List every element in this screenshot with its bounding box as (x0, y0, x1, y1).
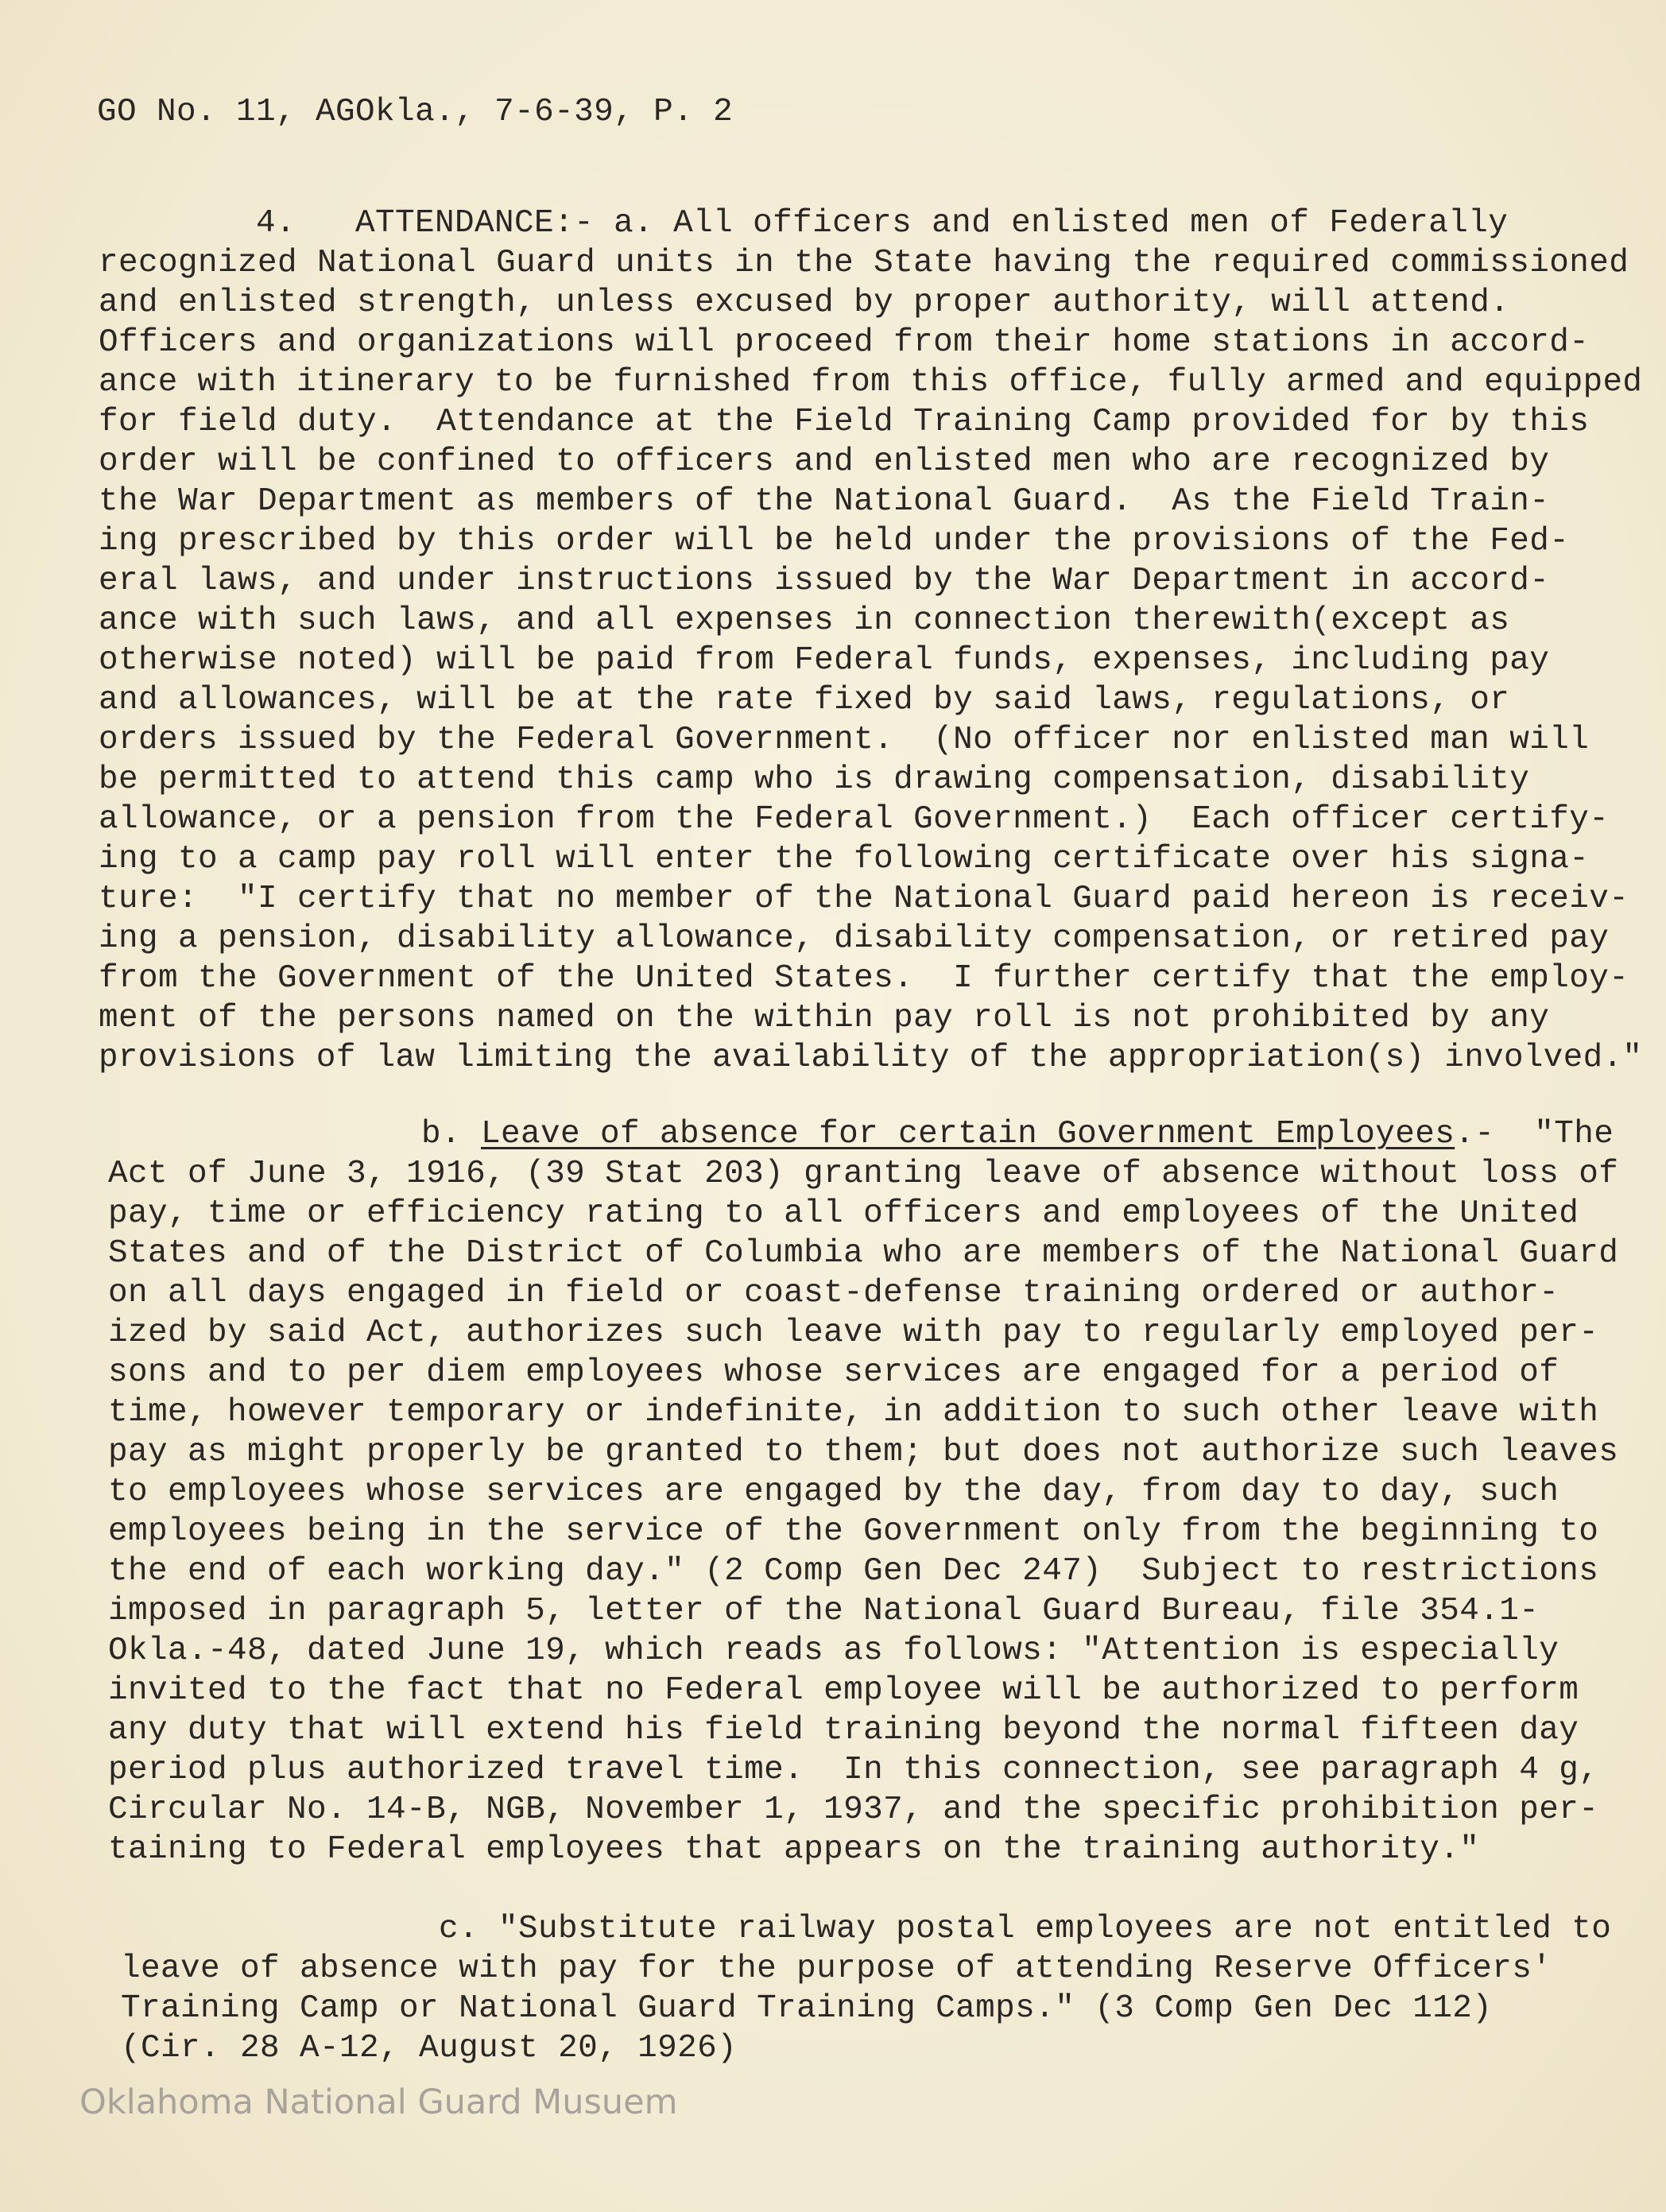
paragraph-b-line: pay as might properly be granted to them; but does not authorize such leaves (108, 1434, 1619, 1470)
paragraph-4-line: ing to a camp pay roll will enter the following certificate over his signa- (99, 841, 1590, 877)
paragraph-b-line: any duty that will extend his field training beyond the normal fifteen day (108, 1712, 1579, 1749)
paragraph-4-line: and allowances, will be at the rate fixed by said laws, regulations, or (99, 682, 1510, 719)
paragraph-b-line: Okla.-48, dated June 19, which reads as follows: "Attention is especially (108, 1633, 1559, 1669)
paragraph-4-line: ment of the persons named on the within pay roll is not prohibited by any (99, 1000, 1550, 1036)
paragraph-4-line: provisions of law limiting the availability of the appropriation(s) involved." (99, 1040, 1643, 1076)
paragraph-4-line: Officers and organizations will proceed from their home stations in accord- (99, 324, 1590, 361)
paragraph-4-line: recognized National Guard units in the State having the required commissioned (99, 245, 1629, 281)
paragraph-b-line: on all days engaged in field or coast-defense training ordered or author- (108, 1275, 1559, 1311)
paragraph-4-line: eral laws, and under instructions issued by the War Department in accord- (99, 563, 1550, 599)
paragraph-b-line: pay, time or efficiency rating to all officers and employees of the United (108, 1195, 1579, 1232)
document-header: GO No. 11, AGOkla., 7-6-39, P. 2 (97, 94, 734, 130)
paragraph-b-line: time, however temporary or indefinite, in addition to such other leave with (108, 1394, 1599, 1431)
paragraph-b-title: Leave of absence for certain Government Employees (481, 1116, 1455, 1152)
paragraph-b-line: States and of the District of Columbia who are members of the National Guard (108, 1235, 1619, 1272)
paragraph-b-line: employees being in the service of the Government only from the beginning to (108, 1513, 1599, 1550)
paragraph-4-line: allowance, or a pension from the Federal Government.) Each officer certify- (99, 801, 1610, 838)
paragraph-b-line: ized by said Act, authorizes such leave with pay to regularly employed per- (108, 1315, 1599, 1351)
paragraph-b-heading (421, 1116, 1614, 1152)
paragraph-b-line: sons and to per diem employees whose services are engaged for a period of (108, 1354, 1559, 1391)
paragraph-4-line: ture: "I certify that no member of the National Guard paid hereon is receiv- (99, 881, 1629, 917)
paragraph-4-line: from the Government of the United States. I further certify that the employ- (99, 960, 1629, 997)
paragraph-4-line: otherwise noted) will be paid from Federal funds, expenses, including pay (99, 642, 1550, 679)
paragraph-4-line: ing prescribed by this order will be held under the provisions of the Fed- (99, 523, 1570, 560)
paragraph-b-line: Circular No. 14-B, NGB, November 1, 1937, and the specific prohibition per- (108, 1792, 1599, 1828)
paragraph-4-line: order will be confined to officers and enlisted men who are recognized by (99, 444, 1550, 480)
museum-watermark: Oklahoma National Guard Musuem (79, 2082, 678, 2122)
paragraph-c-lead-in: c. "Substitute railway postal employees are not entitled to (439, 1911, 1612, 1947)
paragraph-b-label: b. (421, 1116, 482, 1152)
paragraph-b-line: period plus authorized travel time. In this connection, see paragraph 4 g, (108, 1752, 1599, 1788)
paragraph-b-line: the end of each working day." (2 Comp Gen Dec 247) Subject to restrictions (108, 1553, 1599, 1590)
paragraph-b-line: to employees whose services are engaged by the day, from day to day, such (108, 1474, 1559, 1510)
paragraph-4-line: be permitted to attend this camp who is drawing compensation, disability (99, 761, 1530, 798)
paragraph-c-line: leave of absence with pay for the purpose of attending Reserve Officers' (121, 1951, 1552, 1987)
paragraph-b-line: Act of June 3, 1916, (39 Stat 203) granting leave of absence without loss of (108, 1156, 1619, 1192)
paragraph-b-line: taining to Federal employees that appears on the training authority." (108, 1831, 1480, 1868)
paragraph-4-line: for field duty. Attendance at the Field Training Camp provided for by this (99, 404, 1590, 440)
paragraph-4-line: and enlisted strength, unless excused by proper authority, will attend. (99, 285, 1510, 321)
paragraph-c-line: Training Camp or National Guard Training Camps." (3 Comp Gen Dec 112) (121, 1990, 1493, 2027)
paragraph-4-line: ance with such laws, and all expenses in connection therewith(except as (99, 602, 1510, 639)
paragraph-4-lead-in: 4. ATTENDANCE:- a. All officers and enlisted men of Federally (256, 205, 1509, 242)
paragraph-b-line: invited to the fact that no Federal employee will be authorized to perform (108, 1672, 1579, 1709)
paragraph-4-line: orders issued by the Federal Government. (No officer nor enlisted man will (99, 722, 1590, 758)
paragraph-4-line: ing a pension, disability allowance, disability compensation, or retired pay (99, 920, 1610, 957)
paragraph-c-line: (Cir. 28 A-12, August 20, 1926) (121, 2030, 738, 2067)
paragraph-b-line: imposed in paragraph 5, letter of the National Guard Bureau, file 354.1- (108, 1593, 1540, 1629)
paragraph-4-line: ance with itinerary to be furnished from this office, fully armed and equipped (99, 364, 1643, 401)
paragraph-4-line: the War Department as members of the National Guard. As the Field Train- (99, 483, 1550, 520)
paragraph-b-title-trailer: .- "The (1455, 1116, 1614, 1152)
